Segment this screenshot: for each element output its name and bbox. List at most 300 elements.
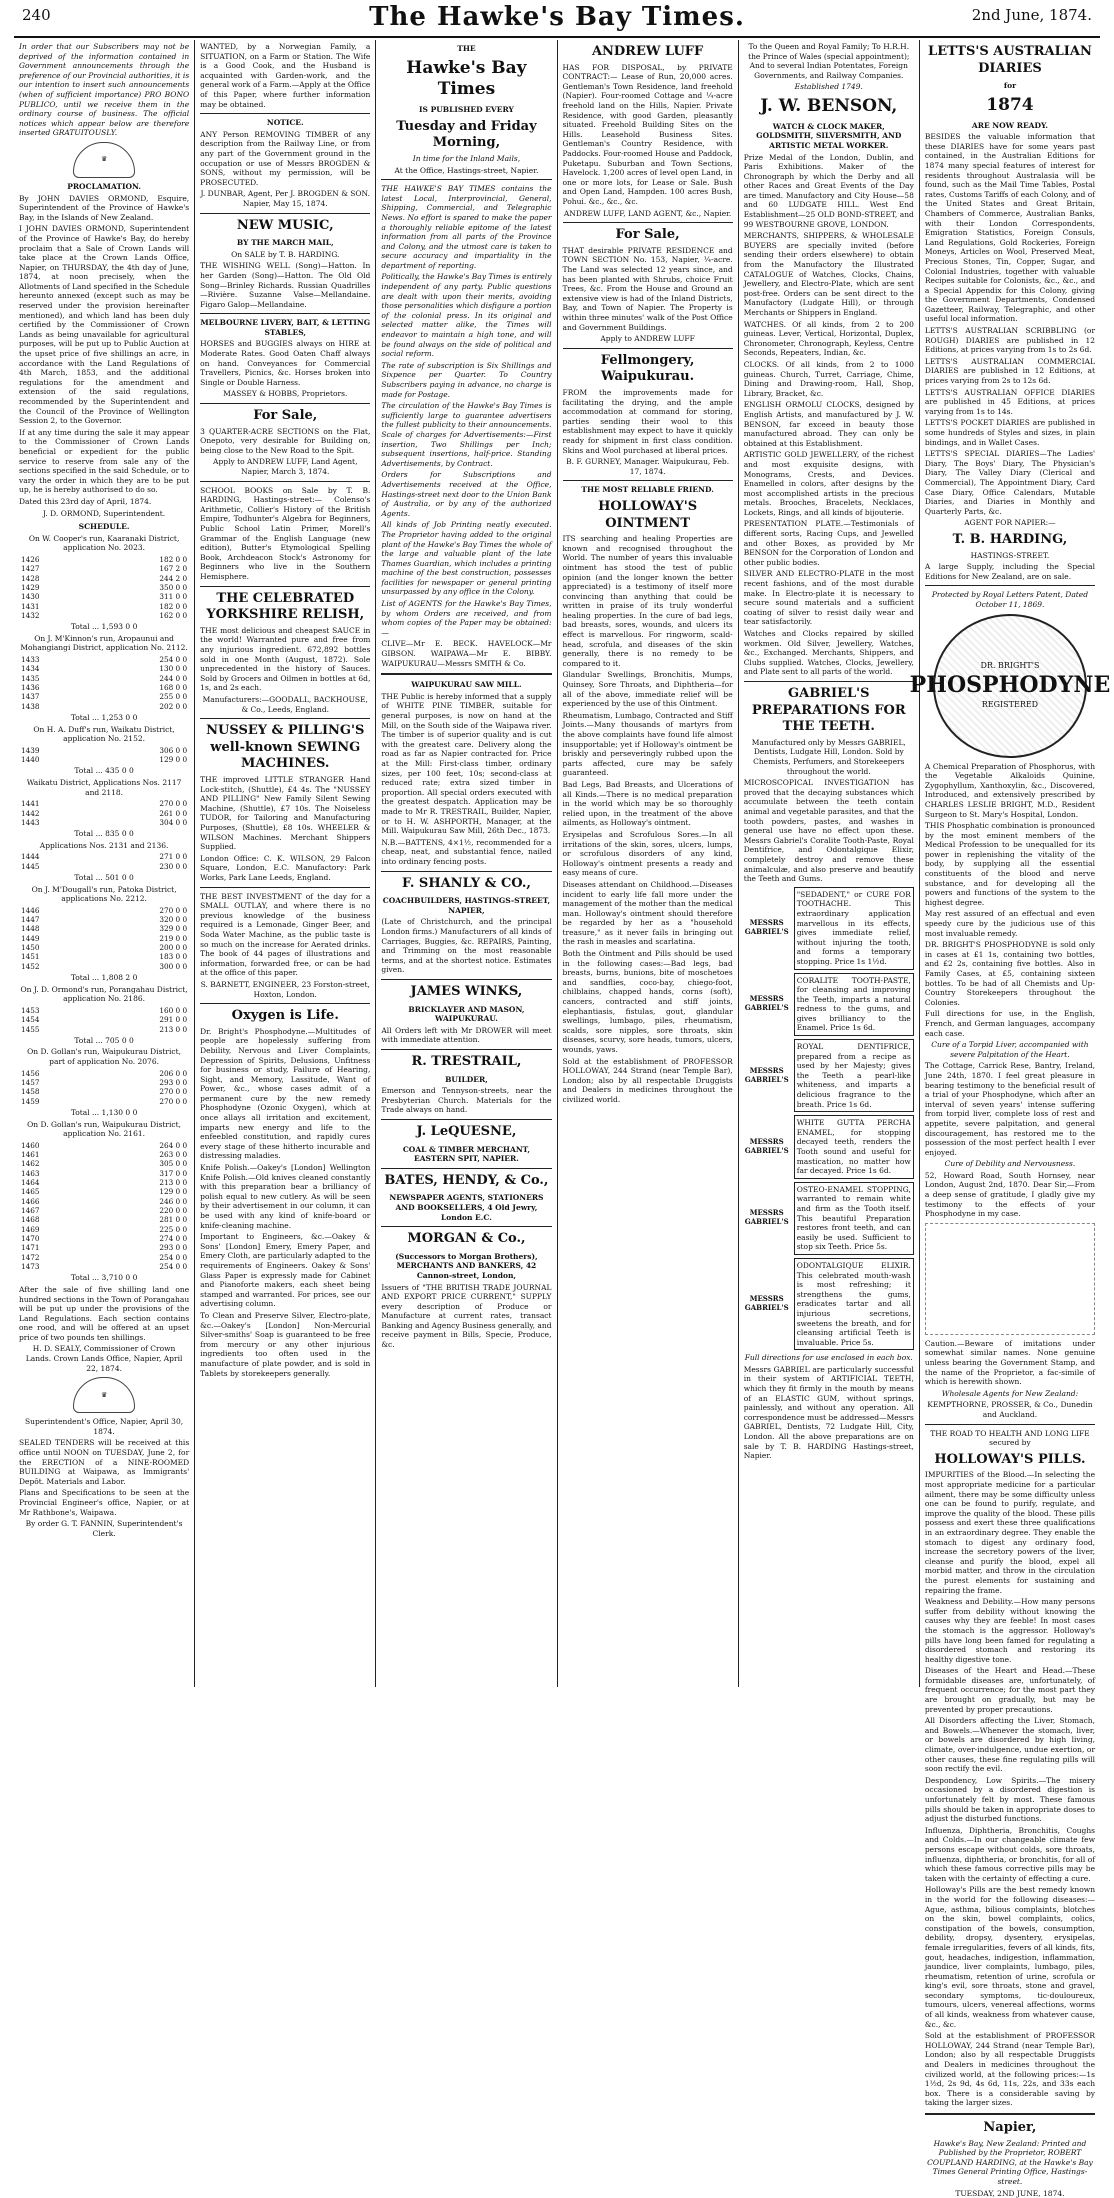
lot-area: 129 0 0 — [159, 1187, 188, 1197]
schedule-total: Total ... 435 0 0 — [74, 766, 134, 776]
gabriel-item — [744, 887, 914, 970]
lot-number: 1457 — [21, 1077, 40, 1087]
knife-polish-item: Knife Polish.—Oakey's [London] Wellington Knife Polish.—Old knives cleaned constantly with this preparation bear a brilliancy of polish equal to new cutlery. As will be seen by their advertisement in our column, it can be used with any kind of knife-board or knife-cleaning machine. — [200, 1163, 371, 1230]
times-the: THE — [457, 44, 476, 53]
schedule-section-title: On J. D. Ormond's run, Porangahau District, application No. 2186. — [20, 984, 188, 1004]
schedule-total: Total ... 3,710 0 0 — [70, 1273, 138, 1283]
sewing-signature: London Office: C. K. WILSON, 29 Falcon Square, London, E.C. Manufactory: Park Works, Park Lane Leeds, England. — [200, 853, 371, 882]
schedule-row — [19, 746, 189, 755]
schedule-row — [19, 1206, 189, 1215]
lot-number: 1438 — [21, 701, 40, 711]
proclamation-dated: Dated this 23rd day of April, 1874. — [19, 496, 152, 506]
lot-number: 1461 — [21, 1150, 40, 1160]
lot-number: 1466 — [21, 1196, 40, 1206]
benson-gold: ARTISTIC GOLD JEWELLERY, of the richest and most exquisite designs, with Monograms, Crests, and Devices. Enamelled in colors, after designs by the most accomplished artists in the precious metals. Brooches, Bracelets, Necklaces, Lockets, Rings, and all kinds of bijouterie. — [743, 450, 914, 517]
times-published: IS PUBLISHED EVERY — [419, 105, 514, 115]
letts-sample: A large Supply, including the Special Editions for New Zealand, are on sale. — [924, 562, 1096, 581]
schedule-table — [19, 799, 189, 827]
ointment-childhood: Diseases attendant on Childhood.—Diseases incident to early life fall more under the management of the mother than the medical man. Holloway's ointment should therefore be regarded by her as a "household treasure," as it never fails in bringing out the rash in measles and scarlatina. — [562, 879, 733, 947]
lot-area: 271 0 0 — [159, 852, 188, 862]
ointment-rheumatism: Rheumatism, Lumbago, Contracted and Stiff Joints.—Many thousands of martyrs from the above complaints have found life almost insupportable; yet if Holloway's ointment be briskly and perseveringly rubbed upon the parts affected, cure may be safely guaranteed. — [562, 710, 733, 778]
schedule-row — [19, 602, 189, 611]
schedule-row — [19, 583, 189, 592]
schedule-total: Total ... 501 0 0 — [74, 873, 134, 882]
schedule-row — [19, 915, 189, 924]
royal-crest-icon: ♛ — [73, 142, 135, 178]
lot-area: 182 0 0 — [159, 601, 188, 611]
lot-area: 264 0 0 — [159, 1140, 188, 1150]
lot-number: 1459 — [21, 1096, 40, 1106]
lot-number: 1428 — [21, 573, 40, 583]
lot-area: 213 0 0 — [159, 1178, 188, 1188]
ointment-body: ITS searching and healing Properties are known and recognised throughout the World. The number of years this invaluable ointment has stood the test of public opinion (and the longer known the better appreciated) is a testimony of itself more convincing than anything that could be written in praise of its truly wonderful healing properties. In the cure of bad legs, bad breasts, sores, wounds, and ulcers its effect is marvellous. For ringworm, scald-head, scrofula, and diseases of the skin generally, there is no remedy to be compared to it. — [562, 534, 733, 668]
pills-sold: Sold at the establishment of PROFESSOR HOLLOWAY, 244 Strand (near Temple Bar), London; also by all respectable Druggists and Dealers in medicines throughout the civilized world, at the following prices:—1s 1½d, 2s 9d, 4s 6d, 11s, 22s, and 33s each box. There is a considerable saving by taking the larger sizes. — [924, 2031, 1096, 2108]
winks-sub: BRICKLAYER AND MASON, WAIPUKURAU. — [408, 1004, 525, 1024]
forsale-body: 3 QUARTER-ACRE SECTIONS on the Flat, Onepoto, very desirable for Building on, being close to the New Road to the Spit. — [200, 426, 371, 455]
lot-number: 1467 — [21, 1206, 40, 1216]
letts-list — [925, 326, 1095, 516]
lot-number: 1472 — [21, 1252, 40, 1262]
lot-area: 293 0 0 — [159, 1077, 188, 1087]
lot-area: 213 0 0 — [159, 1024, 188, 1034]
lot-number: 1436 — [21, 682, 40, 692]
luff-signature: ANDREW LUFF, LAND AGENT, &c., Napier. — [563, 208, 732, 218]
schedule-row — [19, 1169, 189, 1178]
schedule — [19, 534, 189, 1283]
times-mails: In time for the Inland Mails, — [412, 153, 521, 163]
saw-mill-body: THE Public is hereby informed that a supply of WHITE PINE TIMBER, suitable for general purposes, is now on hand at the Mill, on the South side of the Waipawa river. The timber is of superior quality and is cut with the greatest care. Delivery along the road as far as Napier contracted for. Price at the Mill: First-class timber, ordinary sizes, per 100 feet, 10s; second-class at reduced rate; extra sized timber in proportion. All special orders executed with the greatest despatch. Application may be made to Mr R. TRESTRAIL, Builder, Napier, or to H. W. ASHPORTH, Manager, at the Mill. Waipukurau Saw Mill, 26th Dec., 1873. — [381, 691, 552, 836]
reliable-friend: THE MOST RELIABLE FRIEND. — [581, 485, 714, 495]
lot-number: 1430 — [21, 592, 40, 602]
schedule-row — [19, 574, 189, 583]
saw-mill-heading: WAIPUKURAU SAW MILL. — [411, 680, 522, 690]
holloway-ointment-heading: HOLLOWAY'S OINTMENT — [598, 498, 698, 531]
letts-list-item: LETTS'S AUSTRALIAN SCRIBBLING (or ROUGH) DIARIES are published in 12 Editions, at prices varying from 1s to 2s 6d. — [924, 326, 1096, 355]
shanly-heading: F. SHANLY & CO., — [401, 875, 531, 891]
forsale-signature: Apply to ANDREW LUFF, Land Agent, Napier, March 3, 1874. — [213, 457, 358, 477]
phosphodyne-body: THIS Phosphatic combination is pronounced by the most eminent members of the Medical Profession to be unequalled for its power in replenishing the vitality of the body, by supplying all the essential constituents of the blood and nerve substance, and for developing all the powers and functions of the system to the highest degree. — [924, 821, 1096, 907]
gabriel-item-text: WHITE GUTTA PERCHA ENAMEL, for stopping decayed teeth, renders the Tooth sound and useful for mastication, no matter how far decayed. Price 1s 6d. — [794, 1115, 914, 1179]
seal-main-text: PHOSPHODYNE — [909, 672, 1111, 699]
imprint-body: Hawke's Bay, New Zealand: Printed and Published by the Proprietor, ROBERT COUPLAND HARDING, at the Hawke's Bay Times General Printing Office, Hastings-street. — [927, 2138, 1093, 2186]
letts-for: for — [1003, 81, 1017, 91]
music-list: THE WISHING WELL (Song)—Hatton. In her Garden (Song)—Hatton. The Old Old Song—Brinley Richards. Russian Quadrilles—Rivière. Suzanne Valse—Mellandaine. Figaro Galop—Mellandaine. — [200, 261, 371, 309]
lot-number: 1440 — [21, 755, 40, 765]
lot-area: 206 0 0 — [159, 1068, 188, 1078]
morgan-heading: MORGAN & Co., — [407, 1231, 526, 1247]
lequesne-sub: COAL & TIMBER MERCHANT, EASTERN SPIT, NAPIER. — [402, 1144, 531, 1164]
phosphodyne-seal-icon — [909, 614, 1111, 758]
sewing-body: THE improved LITTLE STRANGER Hand Lock-stitch, (Shuttle), £4 4s. The "NUSSEY AND PILLING" New Family Silent Sewing Machine, (Shuttle), £7 10s. The Noiseless TUDOR, for Tailoring and Manufacturing Purposes, (Shuttle), £8 10s. WHEELER & WILSON Machines. Merchant Shippers Supplied. — [200, 775, 371, 852]
benson-english-clocks: ENGLISH ORMOLU CLOCKS, designed by English Artists, and manufactured by J. W. BENSON, far exceed in beauty those manufactured abroad. They can only be obtained at this Establishment. — [743, 400, 914, 448]
music-heading: NEW MUSIC, — [236, 217, 334, 233]
gov-notice: In order that our Subscribers may not be deprived of the information contained in Government announcements through the preference of our Provincial authorities, it is our intention to insert such announcements (when of sufficient importance) PRO BONO PUBLICO, until we receive them in the ordinary course of business. The official notices which appear below are therefore inserted GRATUITOUSLY. — [19, 42, 190, 138]
fellmongery-body: FROM the improvements made for facilitating the drying, and the ample accommodation at command for storing, parties sending their wool to this establishment may expect to have it quickly ready for shipment in first class condition. Skins and Wool purchased at liberal prices. — [562, 387, 733, 455]
lot-area: 183 0 0 — [159, 952, 188, 962]
times-para-4: The circulation of the Hawke's Bay Times is sufficiently large to guarantee advertisers the fullest publicity to their announcements. Scale of charges for Advertisements:—First insertion, Two Shillings per Inch; subsequent insertions, half-price. Standing Advertisements, by Contract. — [381, 401, 552, 468]
benson-presentation: PRESENTATION PLATE.—Testimonials of different sorts, Racing Cups, and Jewelled and other Boxes, as provided by Mr BENSON for the Corporation of London and other public bodies. — [743, 519, 914, 567]
letts-list-item: LETTS'S AUSTRALIAN COMMERCIAL DIARIES are published in 12 Editions, at prices varying from 2s to 12s 6d. — [924, 356, 1096, 386]
school-books-ad: SCHOOL BOOKS on Sale by T. B. HARDING, Hastings-street:— Colenso's Arithmetic, Collier's History of the British Empire, Todhunter's Algebra for Beginners, Public School Latin Primer, Morell's Grammar of the English Language (new edition), Butter's Etymological Spelling Book, Archdeacon Stock's Astronomy for Beginners who live in the Southern Hemisphere. — [200, 485, 371, 581]
lot-area: 274 0 0 — [159, 1234, 188, 1243]
sealy-signature: H. D. SEALY, Commissioner of Crown Lands. Crown Lands Office, Napier, April 22, 1874. — [25, 1344, 183, 1373]
letts-list-item: LETTS'S SPECIAL DIARIES—The Ladies' Diary, The Boys' Diary, The Physician's Diary, The Valley Diary (Clerical and Commercial), The Appointment Diary, Card Case Diary, Office Calendars, Mutable Diaries, and Diaries in Monthly and Quarterly Parts, &c. — [924, 449, 1096, 516]
lot-area: 270 0 0 — [159, 1096, 188, 1106]
lot-area: 270 0 0 — [159, 905, 188, 915]
schedule-table — [19, 746, 189, 765]
ointment-sold: Sold at the establishment of PROFESSOR HOLLOWAY, 244 Strand (near Temple Bar), London; also by all respectable Druggists and Dealers in medicines throughout the civilized world. — [562, 1056, 733, 1104]
gabriel-item — [744, 1039, 914, 1112]
agents-list: CLIVE—Mr E. BECK. HAVELOCK—Mr GIBSON. WAIPAWA—Mr E. BIBBY. WAIPUKURAU—Messrs SMITH & Co. — [381, 639, 552, 668]
sale-signature: Apply to ANDREW LUFF — [600, 334, 695, 344]
case2-text: 52, Howard Road, South Hornsey, near London, August 2nd, 1870. Dear Sir,—From a deep sense of gratitude, I gladly give my testimony to the effects of your Phosphodyne in my case. — [924, 1170, 1096, 1219]
lot-area: 293 0 0 — [159, 1243, 188, 1253]
phosphodyne-directions: Full directions for use, in the English, French, and German languages, accompany each case. — [924, 1009, 1096, 1038]
super-office: Superintendent's Office, Napier, April 30, 1874. — [25, 1417, 184, 1436]
proclamation-signature: J. D. ORMOND, Superintendent. — [42, 508, 166, 518]
livery-heading: MELBOURNE LIVERY, BAIT, & LETTING STABLES, — [200, 318, 371, 337]
lot-number: 1437 — [21, 692, 40, 702]
benson-sub: WATCH & CLOCK MAKER, GOLDSMITH, SILVERSMITH, AND ARTISTIC METAL WORKER. — [756, 121, 902, 150]
schedule-section-title: On D. Gollan's run, Waipukurau District, application No. 2161. — [27, 1119, 182, 1139]
gabriel-item — [744, 1258, 914, 1350]
lot-number: 1455 — [21, 1024, 40, 1034]
music-sale: On SALE by T. B. HARDING. — [231, 249, 340, 259]
lot-area: 244 0 0 — [159, 673, 188, 683]
gabriel-item-label: MESSRS GABRIEL'S — [744, 1137, 789, 1155]
lot-area: 219 0 0 — [159, 933, 188, 943]
schedule-row — [19, 592, 189, 601]
proclamation-heading: PROCLAMATION. — [67, 181, 141, 191]
schedule-row — [19, 1078, 189, 1087]
sale-heading: For Sale, — [615, 227, 680, 243]
schedule-row — [19, 1159, 189, 1168]
ointment-glandular: Glandular Swellings, Bronchitis, Mumps, Quinsey, Sore Throats, and Diphtheria—for all of the above, immediate relief will be experienced by the use of this Ointment. — [562, 670, 733, 709]
engineers-item: Important to Engineers, &c.—Oakey & Sons' [London] Emery, Emery Paper, and Emery Cloth, are particularly adapted to the requirements of Engineers. Oakey & Sons' Glass Paper is expressly made for Cabinet and Pianoforte makers, each sheet being stamped and warranted. For prices, see our advertising column. — [200, 1232, 371, 1309]
page-number: 240 — [22, 6, 51, 24]
gabriel-item-text: ROYAL DENTIFRICE, prepared from a recipe as used by her Majesty; gives the Teeth a pearl-like whiteness, and imparts a delicious fragrance to the breath. Price 1s 6d. — [794, 1039, 914, 1112]
ointment-both: Both the Ointment and Pills should be used in the following cases:—Bad legs, bad breasts, burns, bunions, bite of moschetoes and sandflies, coco-bay, chiego-foot, chilblains, chapped hands, corns (soft), cancers, contracted and stiff joints, elephantiasis, fistulas, gout, glandular swellings, lumbago, piles, rheumatism, scalds, sore nipples, sore throats, skin diseases, scurvy, sore heads, tumors, ulcers, wounds, yaws. — [562, 949, 733, 1054]
lot-number: 1448 — [21, 924, 40, 934]
lot-area: 230 0 0 — [159, 861, 188, 871]
lot-area: 200 0 0 — [159, 943, 188, 953]
trestrail-body: Emerson and Tennyson-streets, near the Presbyterian Church. Materials for the Trade always on hand. — [381, 1086, 552, 1115]
issue-date: 2nd June, 1874. — [971, 6, 1092, 24]
gabriel-item — [744, 973, 914, 1037]
holloway-pills-heading: HOLLOWAY'S PILLS. — [934, 1451, 1086, 1467]
schedule-row — [19, 1187, 189, 1196]
lot-number: 1470 — [21, 1234, 40, 1243]
gabriel-item-text: ODONTALGIQUE ELIXIR. This celebrated mouth-wash is most refreshing; it strengthens the gums, eradicates tartar and all injurious secretions, sweetens the breath, and for cleansing artificial Teeth is invaluable. Price 5s. — [794, 1258, 914, 1350]
pills-influenza: Influenza, Diphtheria, Bronchitis, Coughs and Colds.—In our changeable climate few persons escape without colds, sore throats, influenza, diphtheria, or bronchitis, for all of which these famous corrective pills may be taken with the certainty of effecting a cure. — [924, 1825, 1096, 1883]
caution-note: Caution.—Beware of imitations under somewhat similar names. None genuine unless bearing the Government Stamp, and the name of the Proprietor, a fac-simile of which is herewith shown. — [924, 1338, 1096, 1387]
gabriel-heading: GABRIEL'S PREPARATIONS FOR THE TEETH. — [751, 685, 906, 735]
lot-number: 1449 — [21, 933, 40, 943]
bates-sub: NEWSPAPER AGENTS, STATIONERS AND BOOKSELLERS, 4 Old Jewry, London E.C. — [389, 1193, 544, 1222]
lot-number: 1462 — [21, 1159, 40, 1169]
winks-heading: JAMES WINKS, — [410, 983, 523, 999]
gabriel-items — [744, 887, 914, 1351]
letts-list-item: LETTS'S AUSTRALIAN OFFICE DIARIES are published in 45 Editions, at prices varying from 1s to 14s. — [924, 387, 1096, 416]
oxygen-heading: Oxygen is Life. — [231, 1008, 339, 1024]
schedule-row — [19, 962, 189, 971]
column-1 — [14, 40, 195, 1687]
lot-number: 1452 — [21, 961, 40, 971]
lot-area: 270 0 0 — [159, 1087, 188, 1097]
schedule-total: Total ... 1,253 0 0 — [70, 712, 138, 722]
times-para-2: Politically, the Hawke's Bay Times is entirely independent of any party. Public questions are dealt with upon their merits, avoiding those personalities which disfigure a portion of the colonial press. In its original and selected matter alike, the Times will endeavor to maintain a high tone, and will be found always on the side of political and social reform. — [381, 272, 552, 359]
kempthorne: KEMPTHORNE, PROSSER, & Co., Dunedin and Auckland. — [927, 1400, 1093, 1419]
phosphodyne-price: DR. BRIGHT'S PHOSPHODYNE is sold only in cases at £1 1s, containing two bottles, and £2 2s, containing five bottles. Also in Family Cases, at £5, containing sixteen bottles. To be had of all Chemists and Up-Country Storekeepers throughout the Colonies. — [924, 940, 1096, 1007]
tender-notice-2: Plans and Specifications to be seen at the Provincial Engineer's office, Napier, or at Mr Rathbone's, Waipawa. — [19, 1488, 190, 1517]
schedule-row — [19, 564, 189, 573]
seal-bottom-text: REGISTERED — [981, 699, 1039, 709]
benson-royal: To the Queen and Royal Family; To H.R.H. the Prince of Wales (special appointment); And to several Indian Potentates, Foreign Governments, and Railway Companies. — [748, 42, 910, 80]
silver-item: To Clean and Preserve Silver, Electro-plate, &c.—Oakey's [London] Non-Mercurial Silver-smiths' Soap is guaranteed to be free from mercury or any other injurious ingredients too often used in the manufacture of plate powder, and is sold in Tablets by storekeepers generally. — [200, 1310, 371, 1378]
lot-area: 246 0 0 — [159, 1196, 188, 1206]
schedule-row — [19, 1087, 189, 1096]
lot-area: 320 0 0 — [159, 915, 188, 925]
schedule-row — [19, 683, 189, 692]
column-4 — [558, 40, 739, 1687]
ointment-bad-legs: Bad Legs, Bad Breasts, and Ulcerations of all Kinds.—There is no medical preparation in the world which may be so thoroughly relied upon, in the treatment of the above ailments, as Holloway's ointment. — [562, 779, 733, 828]
schedule-row — [19, 809, 189, 818]
schedule-table — [19, 555, 189, 620]
lot-area: 281 0 0 — [159, 1215, 188, 1225]
harding-heading: T. B. HARDING, — [952, 531, 1068, 547]
lot-number: 1463 — [21, 1168, 40, 1178]
proclamation-body: I JOHN DAVIES ORMOND, Superintendent of the Province of Hawke's Bay, do hereby proclaim that a Sale of Crown Lands will take place at the Crown Lands Office, Napier, on THURSDAY, the 4th day of June, 1874, at noon precisely, when the Allotments of Land specified in the Schedule hereunto annexed (except such as may be reserved under the provision hereinafter mentioned), and which land has been duly certified by the Commissioner of Crown Lands as being unavailable for agricultural purposes, will be put up to Public Auction at the upset price of five shillings an acre, in accordance with the Land Regulations of 4th March, 1853, and the additional regulations for the amendment and extension of the said regulations, recommended by the Superintendent and the Council of the Province of Wellington Session 2, to the Governor. — [19, 224, 190, 426]
gabriel-item-text: OSTEO-ENAMEL STOPPING, warranted to remain white and firm as the Tooth itself. This beautiful Preparation restores front teeth, and can easily be used. Sufficient to stop six Teeth. Price 5s. — [794, 1182, 914, 1255]
schedule-row — [19, 664, 189, 673]
schedule-table — [19, 1141, 189, 1272]
times-office: At the Office, Hastings-street, Napier. — [394, 165, 539, 175]
newspaper-title: The Hawke's Bay Times. — [369, 2, 745, 32]
letts-year: 1874 — [986, 94, 1034, 115]
lot-area: 300 0 0 — [159, 961, 188, 971]
schedule-section-title: Waikatu District, Applications Nos. 2117 and 2118. — [26, 777, 182, 797]
lequesne-heading: J. LeQUESNE, — [416, 1123, 517, 1139]
column-6 — [909, 40, 1111, 2198]
schedule-row — [19, 952, 189, 961]
schedule-row — [19, 862, 189, 871]
lot-number: 1454 — [21, 1015, 40, 1025]
lot-number: 1451 — [21, 952, 40, 962]
lot-number: 1453 — [21, 1005, 40, 1015]
lot-area: 304 0 0 — [159, 817, 188, 827]
lot-number: 1458 — [21, 1087, 40, 1097]
proclamation-body-2: If at any time during the sale it may appear to the Commissioner of Crown Lands beneficial or expedient for the public service to reserve from sale any of the sections specified in the said Schedule, or to vary the order in which they are to be put up, he is hereby authorised to do so. — [19, 427, 190, 495]
lot-area: 317 0 0 — [159, 1168, 188, 1178]
gabriel-item — [744, 1115, 914, 1179]
schedule-row — [19, 1225, 189, 1234]
letts-list-item: LETTS'S POCKET DIARIES are published in some hundreds of Styles and sizes, in plain bindings, and in Wallet Cases. — [924, 418, 1096, 447]
lot-area: 263 0 0 — [159, 1150, 188, 1160]
lot-number: 1427 — [21, 564, 40, 574]
gabriel-item-label: MESSRS GABRIEL'S — [744, 1208, 789, 1227]
lot-area: 182 0 0 — [159, 554, 188, 564]
schedule-row — [19, 1069, 189, 1078]
schedule-table — [19, 852, 189, 871]
lot-area: 244 2 0 — [159, 573, 188, 583]
lot-number: 1426 — [21, 554, 40, 564]
sewing-heading: NUSSEY & PILLING'S well-known SEWING MACHINES. — [206, 723, 365, 772]
gabriel-full-directions: Full directions for use enclosed in each box. — [744, 1353, 913, 1363]
phosphodyne-chem: A Chemical Preparation of Phosphorus, with the Vegetable Alkaloids Quinine, Zygophyllum, Xanthoxylin, &c., Discovered, Introduced, and extensively prescribed by CHARLES LESLIE BRIGHT, M.D., Resident Surgeon to St. Mary's Hospital, London. — [924, 761, 1096, 819]
schedule-row — [19, 1141, 189, 1150]
after-sale-note: After the sale of five shilling land one hundred sections in the Town of Porangahau will be put up under the provisions of the Land Regulations. Each section contains one rood, and will be offered at an upset price of two pounds ten shillings. — [19, 1284, 190, 1342]
morgan-sub: (Successors to Morgan Brothers), MERCHANTS AND BANKERS, 42 Cannon-street, London, — [395, 1251, 538, 1280]
columns — [14, 40, 1111, 2198]
lot-number: 1447 — [21, 915, 40, 925]
proclamation-by: By JOHN DAVIES ORMOND, Esquire, Superintendent of the Province of Hawke's Bay, in the Islands of New Zealand. — [19, 193, 190, 222]
pills-weakness: Weakness and Debility.—How many persons suffer from debility without knowing the causes why they are feeble! In most cases the stomach is the aggressor. Holloway's pills have long been famed for regulating a disordered stomach and restoring its healthy digestive tone. — [924, 1597, 1096, 1664]
lot-area: 305 0 0 — [159, 1159, 188, 1169]
schedule-row — [19, 1150, 189, 1159]
lot-area: 350 0 0 — [159, 582, 188, 592]
lot-number: 1434 — [21, 664, 40, 674]
lot-area: 168 0 0 — [159, 682, 188, 692]
schedule-row — [19, 1015, 189, 1024]
gabriel-item-label: MESSRS GABRIEL'S — [744, 1294, 789, 1313]
lot-number: 1429 — [21, 582, 40, 592]
schedule-heading: SCHEDULE. — [78, 522, 130, 532]
letts-agent: AGENT FOR NAPIER:— — [964, 518, 1056, 528]
lot-number: 1431 — [21, 601, 40, 611]
pills-despondency: Despondency, Low Spirits.—The misery occasioned by a disordered digestion is unfortunately felt by most. These famous pills should be taken in appropriate doses to adjust the disturbed functions. — [924, 1775, 1096, 1824]
schedule-table — [19, 1006, 189, 1034]
lot-area: 167 2 0 — [159, 564, 188, 574]
lot-number: 1439 — [21, 745, 40, 755]
signature-facsimile — [925, 1223, 1095, 1335]
music-by: BY THE MARCH MAIL, — [236, 238, 334, 248]
benson-heading: J. W. BENSON, — [760, 95, 898, 116]
schedule-section-title: On H. A. Duff's run, Waikatu District, application No. 2152. — [33, 724, 175, 744]
schedule-row — [19, 906, 189, 915]
lot-number: 1456 — [21, 1068, 40, 1078]
luff-heading: ANDREW LUFF — [591, 44, 704, 59]
schedule-row — [19, 852, 189, 861]
lot-number: 1432 — [21, 610, 40, 620]
gabriel-sub: Manufactured only by Messrs GABRIEL, Dentists, Ludgate Hill, London. Sold by Chemists, Perfumers, and Storekeepers throughout the world. — [751, 737, 906, 776]
schedule-total: Total ... 835 0 0 — [74, 829, 134, 839]
lot-area: 329 0 0 — [159, 924, 188, 934]
lot-area: 130 0 0 — [159, 664, 188, 674]
letts-body: BESIDES the valuable information that these DIARIES have for some years past contained, in the Australian Editions for 1874 many special features of interest for residents throughout Australasia will be found, such as the Mail Time Tables, Postal rates, Customs Tariffs of each Colony, and of the United States and Great Britain, Chambers of Commerce, Australian Banks, with their London Correspondents, Emigration Statistics, Foreign Consuls, Land Regulations, Gold Rockeries, Foreign Moneys, Articles on Wool, Preserved Meat, Precious Stones, Tin, Copper, Sugar, and Colonial Industries, together with valuable Recipes suitable for Colonists, &c., &c., and a Special Appendix for this Colony, giving the Government Departments, Condensed Gazetteer, Railway, Telegraphic, and other useful local information. — [924, 132, 1096, 324]
schedule-section-title: On W. Cooper's run, Kaaranaki District, application No. 2023. — [28, 533, 180, 553]
schedule-row — [19, 555, 189, 564]
letts-heading: LETTS'S AUSTRALIAN DIARIES — [928, 44, 1092, 76]
schedule-total: Total ... 1,593 0 0 — [70, 622, 138, 632]
gabriel-item-label: MESSRS GABRIEL'S — [744, 1065, 789, 1084]
lot-number: 1446 — [21, 905, 40, 915]
times-title: Hawke's Bay Times — [406, 57, 527, 100]
lot-number: 1464 — [21, 1178, 40, 1188]
notice-body: ANY Person REMOVING TIMBER of any description from the Railway Line, or from any part of the Government ground in the occupation or use of Messrs BROGDEN & SONS, without my permission, will be PROSECUTED. — [200, 129, 371, 187]
letts-now-ready: ARE NOW READY. — [971, 120, 1048, 130]
schedule-row — [19, 1262, 189, 1271]
schedule-section-title: Applications Nos. 2131 and 2136. — [39, 840, 169, 850]
fellmongery-signature: B. F. GURNEY, Manager. Waipukurau, Feb. 17, 1874. — [566, 457, 730, 476]
patent-note: Protected by Royal Letters Patent, Dated October 11, 1869. — [931, 590, 1089, 609]
lot-area: 202 0 0 — [159, 701, 188, 711]
lot-area: 254 0 0 — [159, 1252, 188, 1262]
saw-mill-battens: N.B.—BATTENS, 4×1½, recommended for a cheap, neat, and substantial fence, nailed into ordinary fencing posts. — [381, 837, 552, 866]
schedule-row — [19, 1215, 189, 1224]
lot-area: 261 0 0 — [159, 808, 188, 818]
imprint-heading: Napier, — [983, 2120, 1037, 2135]
schedule-row — [19, 943, 189, 952]
times-para-5: Orders for Subscriptions and Advertisements received at the Office, Hastings-street next door to the Union Bank of Australia, or by any of the authorized Agents. — [381, 470, 552, 518]
lot-area: 254 0 0 — [159, 654, 188, 664]
schedule-row — [19, 1025, 189, 1034]
sale-body: THAT desirable PRIVATE RESIDENCE and TOWN SECTION No. 153, Napier, ¼-acre. The Land was selected 12 years since, and has been planted with Shrubs, choice Fruit Trees, &c. From the House and Ground an extensive view is had of the Inland Districts, Bay, and Town of Napier. The Property is within three minutes' walk of the Post Office and Government Buildings. — [562, 245, 733, 332]
seal-top-text: DR. BRIGHT'S — [980, 661, 1040, 671]
pills-body: IMPURITIES of the Blood.—In selecting the most appropriate medicine for a particular ailment, there may be some difficulty unless one can be found to purify, regulate, and improve the quality of the blood. These pills possess and exert these three qualifications in an extraordinary degree. They enable the stomach to digest any ordinary food, increase the secretory powers of the liver, cleanse and purify the blood, expel all morbid matter, and throw in the circulation the purest elements for sustaining and repairing the frame. — [924, 1470, 1096, 1595]
relish-body: THE most delicious and cheapest SAUCE in the world! Warranted pure and free from any injurious ingredient. 672,892 bottles sold in one Month (August, 1872). Sole unprecedented in the history of Sauces. Sold by Grocers and Oilmen in bottles at 6d, 1s, and 2s each. — [200, 625, 371, 693]
times-para-3: The rate of subscription is Six Shillings and Sixpence per Quarter. To Country Subscribers paying in advance, no charge is made for Postage. — [381, 360, 552, 399]
livery-body: HORSES and BUGGIES always on HIRE at Moderate Rates. Good Oaten Chaff always on hand. Conveyances for Commercial Travellers, Picnics, &c. Horses broken into Single or Double Harness. — [200, 339, 371, 387]
column-2 — [195, 40, 376, 1687]
schedule-table — [19, 1069, 189, 1106]
lot-number: 1471 — [21, 1243, 40, 1253]
lot-area: 254 0 0 — [159, 1261, 188, 1271]
schedule-row — [19, 674, 189, 683]
schedule-section-title: On D. Gollan's run, Waipukurau District, part of application No. 2076. — [27, 1047, 182, 1067]
lemonade-machine-ad: THE BEST INVESTMENT of the day for a SMALL OUTLAY, and where there is no previous knowledge of the business required is a Lemonade, Ginger Beer, and Soda Water Machine, as the public taste is so much on the increase for Aerated drinks. The book of 44 pages of illustrations and information, forwarded free, or can be had at the office of this paper. — [200, 891, 371, 978]
pills-heart: Diseases of the Heart and Head.—These formidable diseases are, unfortunately, of frequent occurrence; for the most part they are brought on gradually, but may be prevented by proper precautions. — [924, 1666, 1096, 1714]
schedule-row — [19, 1234, 189, 1243]
lot-number: 1441 — [21, 799, 40, 809]
phosphodyne-cure: May rest assured of an effectual and even speedy cure by the judicious use of this most invaluable remedy. — [924, 909, 1096, 938]
imprint-date: TUESDAY, 2ND JUNE, 1874. — [955, 2188, 1065, 2198]
lot-number: 1473 — [21, 1261, 40, 1271]
pills-liver: All Disorders affecting the Liver, Stomach, and Bowels.—Whenever the stomach, liver, or bowels are disordered by high living, climate, over-indulgence, undue exertion, or other causes, these fine regulating pills will soon rectify the evil. — [924, 1716, 1096, 1774]
trestrail-heading: R. TRESTRAIL, — [411, 1053, 522, 1069]
schedule-total: Total ... 1,130 0 0 — [70, 1107, 138, 1117]
schedule-row — [19, 611, 189, 620]
luff-body: HAS FOR DISPOSAL, by PRIVATE CONTRACT:— Lease of Run, 20,000 acres. Gentleman's Town Residence, land freehold (Napier). Four-roomed Cottage and ¼-acre freehold land on the Hills, Napier. Private Residence, with good Garden, pleasantly situated. Freehold Building Sites on the Hills. Leasehold Business Sites. Gentleman's Country Residence, with Paddocks. Four-roomed House and Paddock, Puketapu. Suburban and Town Sections, Havelock. 1,200 acres of level open Land, in one or more lots, for Lease or Sale. Bush and Open Land, Hampden. 100 acres Bush, Pohui. &c., &c., &c. — [562, 62, 733, 206]
lot-area: 220 0 0 — [159, 1206, 188, 1216]
schedule-row — [19, 1197, 189, 1206]
lot-area: 306 0 0 — [159, 745, 188, 755]
forsale-heading: For Sale, — [253, 408, 318, 424]
gabriel-item-label: MESSRS GABRIEL'S — [744, 994, 789, 1013]
lot-area: 255 0 0 — [159, 692, 188, 702]
lot-area: 160 0 0 — [159, 1005, 188, 1015]
schedule-row — [19, 655, 189, 664]
schedule-row — [19, 1006, 189, 1015]
times-para-1: THE HAWKE'S BAY TIMES contains the latest Local, Interprovincial, General, Shipping, Commercial, and Telegraphic News. No effort is spared to make the paper a thoroughly reliable epitome of the latest information from all parts of the Province and Colony, and the utmost care is taken to secure accuracy and impartiality in the department of reporting. — [381, 184, 552, 270]
schedule-row — [19, 1097, 189, 1106]
column-5 — [739, 40, 920, 1687]
lot-number: 1433 — [21, 654, 40, 664]
lot-number: 1450 — [21, 943, 40, 953]
schedule-total: Total ... 1,808 2 0 — [70, 973, 138, 983]
lot-number: 1442 — [21, 808, 40, 818]
schedule-total: Total ... 705 0 0 — [74, 1035, 134, 1045]
lot-area: 311 0 0 — [159, 592, 188, 602]
lot-number: 1460 — [21, 1140, 40, 1150]
gabriel-item-text: "SEDADENT," or CURE FOR TOOTHACHE. This extraordinary application marvellous in its effects, gives immediate relief, without injuring the tooth, and forms a temporary stopping. Price 1s 1½d. — [794, 887, 914, 970]
lot-number: 1465 — [21, 1187, 40, 1197]
agents-heading: List of AGENTS for the Hawke's Bay Times, by whom Orders are received, and from whom copies of the Paper may be obtained:— — [381, 599, 552, 637]
lot-number: 1445 — [21, 861, 40, 871]
tender-notice: SEALED TENDERS will be received at this office until NOON on TUESDAY, June 2, for the ERECTION of a NINE-ROOMED BUILDING at Waipawa, as Immigrants' Depôt. Materials and Labor. — [19, 1438, 190, 1486]
benson-merchants: MERCHANTS, SHIPPERS, & WHOLESALE BUYERS are specially invited (before sending their orders elsewhere) to obtain from the Manufactory the Illustrated CATALOGUE of Watches, Clocks, Chains, Jewellery, and Electro-Plate, which are sent post-free. Orders can be sent direct to the Manufactory (Ludgate Hill), or through Merchants or Shippers in England. — [743, 231, 914, 317]
lot-number: 1468 — [21, 1215, 40, 1225]
oxygen-body: Dr. Bright's Phosphodyne.—Multitudes of people are hopelessly suffering from Debility, Nervous and Liver Complaints, Depression of Spirits, Delusions, Unfitness for business or study, Failure of Hearing, Sight, and Memory, Lassitude, Want of Power, &c., whose cases admit of a permanent cure by the new remedy Phosphodyne (Ozonic Oxygen), which at once allays all irritation and excitement, imparts new energy and life to the enfeebled constitution, and rapidly cures every stage of these hitherto incurable and distressing maladies. — [200, 1026, 371, 1161]
